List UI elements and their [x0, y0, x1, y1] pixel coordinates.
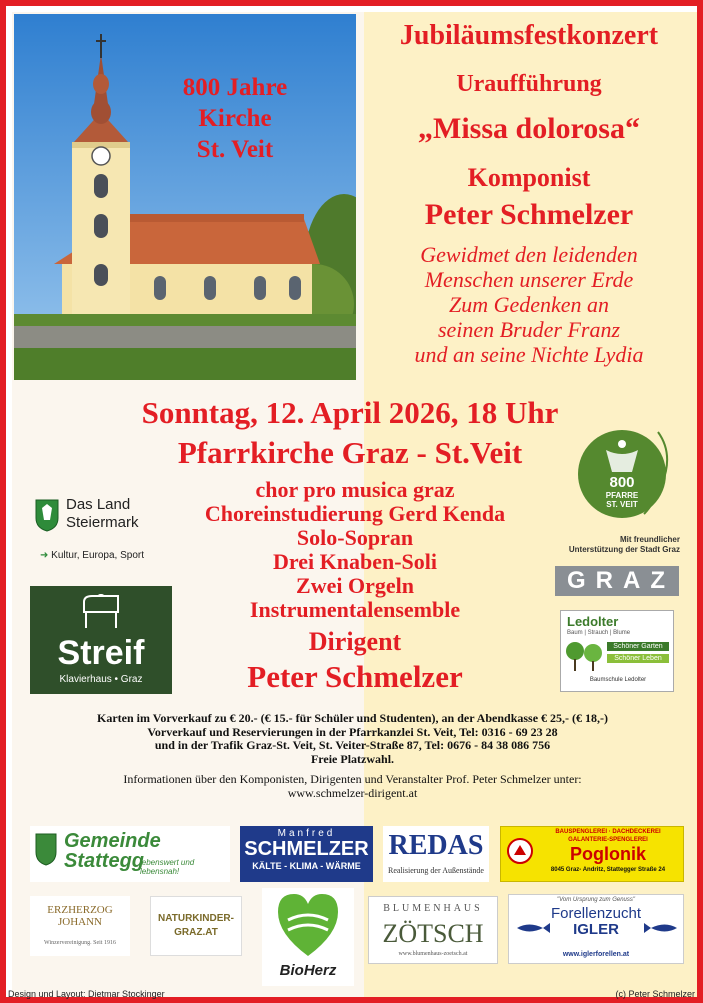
ledolter-sub: Baum | Strauch | Blume	[567, 630, 631, 636]
composer-name: Peter Schmelzer	[424, 198, 634, 231]
composer-label: Komponist	[467, 163, 591, 192]
naturkinder-line1: NATURKINDER-	[158, 913, 234, 924]
piano-icon	[78, 594, 124, 630]
redas-logo	[383, 826, 489, 882]
ledolter-badge2: Schöner Leben	[607, 654, 669, 663]
trees-icon	[565, 639, 605, 673]
ledolter-caption: Baumschule Ledolter	[589, 677, 647, 683]
performer: Zwei Orgeln	[296, 573, 414, 598]
igler-url[interactable]: www.iglerforellen.at	[562, 951, 630, 958]
igler-line2: IGLER	[573, 921, 619, 938]
ledolter-name: Ledolter	[567, 614, 619, 629]
redas-sub: Realisierung der Außenstände	[388, 866, 484, 875]
dedication	[360, 242, 698, 367]
zotsch-name: ZÖTSCH	[382, 919, 484, 948]
igler-line1: Forellenzucht	[550, 905, 642, 922]
stattegg-line2: Stattegg	[64, 850, 144, 872]
schmelzer-firm-name: SCHMELZER	[244, 838, 369, 860]
ledolter-logo	[560, 610, 674, 692]
dedication-line: Menschen unserer Erde	[424, 267, 634, 292]
redas-name: REDAS	[388, 830, 484, 861]
poglonik-logo	[500, 826, 684, 882]
premiere-label: Uraufführung	[456, 71, 602, 97]
footer-copyright: (c) Peter Schmelzer	[615, 989, 695, 999]
schmelzer-firm-logo	[240, 826, 373, 882]
coat-of-arms-icon	[34, 498, 60, 532]
zotsch-top: BLUMENHAUS	[383, 903, 483, 914]
streif-logo	[30, 586, 172, 694]
steiermark-line1: Das Land	[66, 496, 131, 513]
steiermark-line2: Steiermark	[66, 514, 139, 531]
steiermark-logo	[34, 496, 169, 566]
footer-credit: Design und Layout: Dietmar Stockinger	[8, 989, 165, 999]
steiermark-tagline-text: Kultur, Europa, Sport	[51, 550, 145, 561]
erzherzog-line2: JOHANN	[58, 916, 102, 928]
performer: Instrumentalensemble	[249, 597, 461, 622]
ticket-line: Vorverkauf und Reservierungen in der Pfarrkanzlei St. Veit, Tel: 0316 - 69 23 28	[147, 724, 558, 739]
performer: Solo-Sopran	[296, 525, 414, 550]
streif-sub: Klavierhaus • Graz	[59, 674, 143, 685]
conductor-name: Peter Schmelzer	[247, 659, 463, 694]
info-url[interactable]: www.schmelzer-dirigent.at	[287, 786, 418, 800]
poglonik-emblem-icon	[506, 837, 534, 865]
ticket-line: Freie Platzwahl.	[310, 751, 395, 766]
ticket-line: Karten im Vorverkauf zu € 20.- (€ 15.- für Schüler und Studenten), an der Abendkasse € 25,- (€ 18,-)	[96, 711, 609, 725]
church-photo	[14, 14, 356, 380]
naturkinder-line2: GRAZ.AT	[174, 927, 218, 938]
poglonik-name: Poglonik	[570, 844, 646, 864]
schmelzer-firm-sub: KÄLTE - KLIMA - WÄRME	[252, 861, 361, 871]
igler-logo	[508, 894, 684, 964]
poglonik-address: 8045 Graz- Andritz, Stattegger Straße 24	[550, 867, 666, 873]
arrow-icon: ➜	[40, 550, 52, 561]
performer: Drei Knaben-Soli	[272, 549, 437, 574]
performer: chor pro musica graz	[255, 477, 455, 502]
stattegg-line1: Gemeinde	[64, 830, 161, 852]
pfarre-line1: PFARRE	[605, 491, 639, 500]
performer: Choreinstudierung Gerd Kenda	[204, 501, 506, 526]
erzherzog-line1: ERZHERZOG	[47, 904, 113, 916]
graz-logo: GRAZ	[555, 566, 679, 596]
zotsch-url[interactable]: www.blumenhaus-zoetsch.at	[398, 951, 468, 957]
event-date: Sonntag, 12. April 2026, 18 Uhr	[141, 395, 559, 430]
streif-name: Streif	[57, 634, 145, 672]
performers-list	[140, 478, 570, 622]
stattegg-tag: lebenswert und lebensnah!	[140, 858, 195, 876]
fish-icon	[643, 921, 679, 935]
ticket-info	[40, 712, 665, 766]
igler-tag: "Vom Ursprung zum Genuss"	[556, 897, 636, 903]
erzherzog-sub: Winzervereinigung. Seit 1916	[44, 940, 116, 946]
graz-support-text: Mit freundlicher Unterstützung der Stadt Graz	[568, 535, 680, 554]
pfarre-line2: ST. VEIT	[606, 500, 638, 509]
green-heart-icon	[274, 890, 342, 960]
poglonik-top2: GALANTERIE-SPENGLEREI	[568, 837, 648, 843]
naturkinder-logo	[150, 896, 242, 956]
pfarre-number: 800	[609, 474, 635, 491]
pfarre-logo	[578, 424, 680, 520]
concert-title: Jubiläumsfestkonzert	[399, 20, 659, 51]
steiermark-tagline	[40, 550, 144, 561]
dedication-line: und an seine Nichte Lydia	[414, 342, 644, 367]
ticket-line: und in der Trafik Graz-St. Veit, St. Veiter-Straße 87, Tel: 0676 - 84 38 086 756	[154, 738, 551, 752]
dedication-line: Gewidmet den leidenden	[420, 242, 638, 267]
bioherz-name: BioHerz	[279, 962, 337, 979]
dedication-line: Zum Gedenken an	[448, 292, 610, 317]
bioherz-logo	[262, 888, 354, 986]
stattegg-logo	[30, 826, 230, 882]
ledolter-badge1: Schöner Garten	[607, 642, 669, 651]
poglonik-top1: BAUSPENGLEREI · DACHDECKEREI	[555, 829, 661, 835]
zotsch-logo	[368, 896, 498, 964]
conductor-label: Dirigent	[308, 627, 402, 656]
fish-icon	[515, 921, 551, 935]
schmelzer-firm-top: Manfred	[277, 828, 336, 839]
dedication-line: seinen Bruder Franz	[437, 317, 621, 342]
anniversary-caption: 800 Jahre Kirche St. Veit	[182, 74, 288, 163]
work-title: „Missa dolorosa“	[418, 112, 640, 145]
stattegg-crest-icon	[34, 832, 58, 866]
event-venue: Pfarrkirche Graz - St.Veit	[177, 435, 523, 470]
info-text: Informationen über den Komponisten, Dirigenten und Veranstalter Prof. Peter Schmelzer unter:	[123, 772, 582, 786]
erzherzog-logo	[30, 896, 130, 956]
